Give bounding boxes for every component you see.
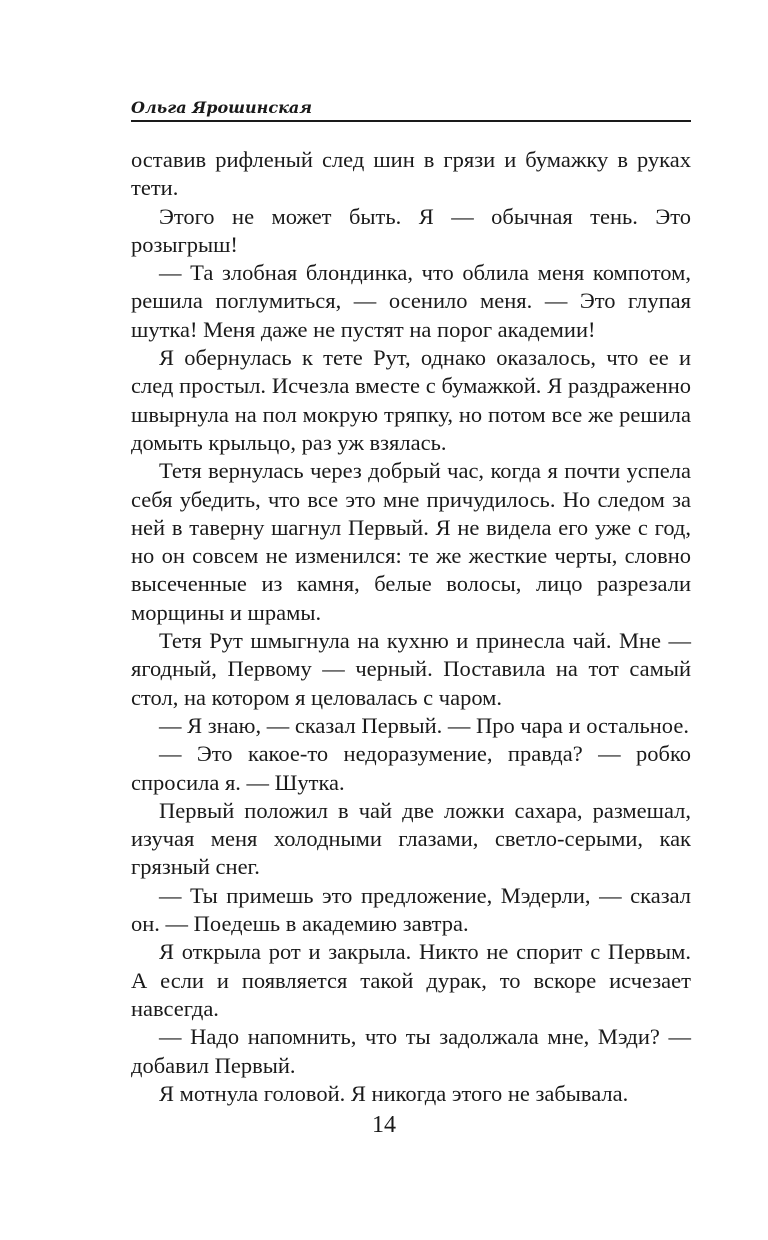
paragraph: Я обернулась к тете Рут, однако оказалось, что ее и след простыл. Исчезла вместе с бумажкой. Я раздраженно швырнула на пол мокрую тряпку, но потом все же решила домыть крыльцо, раз уж взялась.: [131, 345, 691, 455]
paragraph: Я открыла рот и закрыла. Никто не спорит с Первым. А если и появляется такой дурак, то вскоре исчезает навсегда.: [131, 939, 691, 1021]
paragraph: — Надо напомнить, что ты задолжала мне, Мэди? — добавил Первый.: [131, 1024, 691, 1078]
paragraph: Этого не может быть. Я — обычная тень. Это розыгрыш!: [131, 203, 691, 257]
paragraph: — Та злобная блондинка, что облила меня компотом, решила поглумиться, — осенило меня. — Это глупая шутка! Меня даже не пустят на порог академии!: [131, 260, 691, 342]
paragraph: Я мотнула головой. Я никогда этого не забывала.: [159, 1080, 629, 1106]
paragraph: Тетя вернулась через добрый час, когда я почти успела себя убедить, что все это мне причудилось. Но следом за ней в таверну шагнул Первый. Я не видела его уже с год, но он совсем не изменился: те же жесткие черты, словно высеченные из камня, белые волосы, лицо разрезали морщины и шрамы.: [131, 458, 691, 625]
page-number: 14: [372, 1112, 396, 1138]
paragraph: — Ты примешь это предложение, Мэдерли, — сказал он. — Поедешь в академию завтра.: [131, 882, 691, 937]
paragraph: — Это какое-то недоразумение, правда? — робко спросила я. — Шутка.: [131, 741, 691, 795]
body-text: [131, 146, 691, 1108]
paragraph: Первый положил в чай две ложки сахара, размешал, изучая меня холодными глазами, светло-серыми, как грязный снег.: [131, 797, 691, 880]
paragraph: оставив рифленый след шин в грязи и бумажку в руках тети.: [131, 147, 691, 201]
header-rule: [131, 120, 691, 122]
author-name: Ольга Ярошинская: [131, 98, 313, 117]
paragraph: — Я знаю, — сказал Первый. — Про чара и остальное.: [159, 712, 689, 738]
running-header: [131, 96, 691, 124]
paragraph: Тетя Рут шмыгнула на кухню и принесла чай. Мне — ягодный, Первому — черный. Поставила на тот самый стол, на котором я целовалась с чаром.: [131, 628, 691, 710]
